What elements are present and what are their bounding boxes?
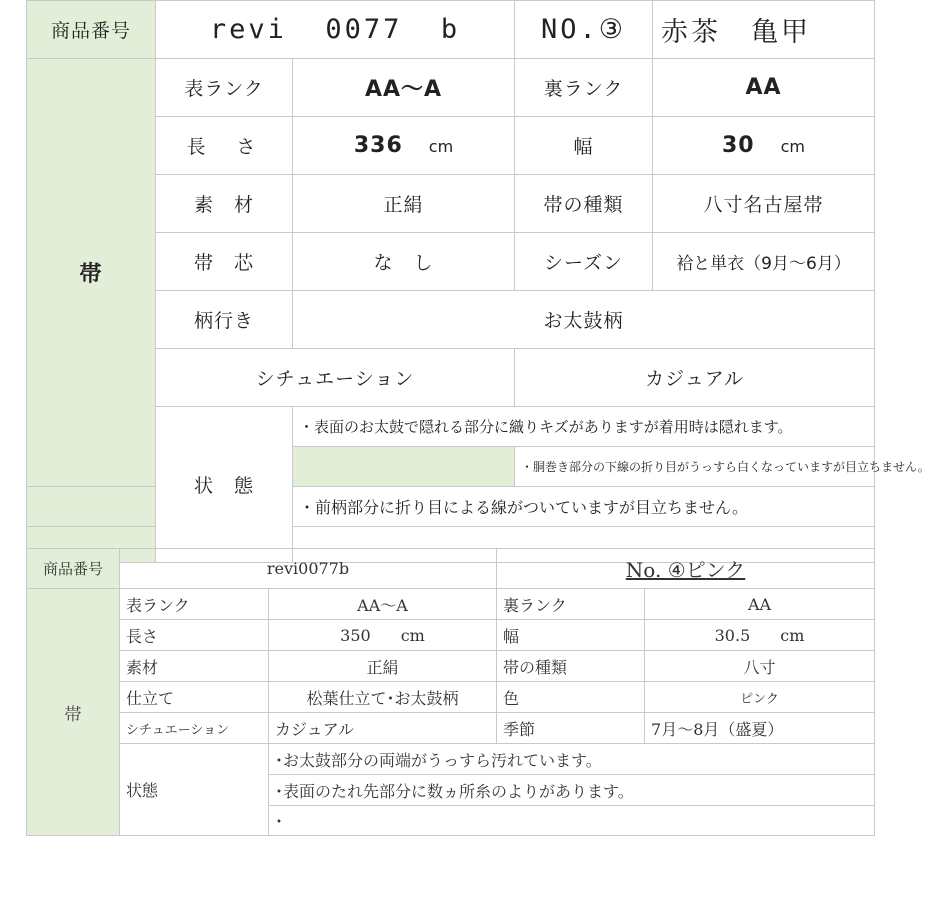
- situation-value: カジュアル: [515, 349, 875, 407]
- product-code: revi 0077 b: [156, 1, 515, 59]
- length-value-2: 350: [340, 625, 371, 645]
- pattern-value: お太鼓柄: [293, 291, 875, 349]
- condition-note-2-3: ･: [269, 806, 875, 836]
- width-label-2: 幅: [497, 620, 645, 651]
- width-cell: [653, 117, 875, 175]
- width-value-2: 30.5: [714, 625, 751, 645]
- product-name: 赤茶 亀甲: [653, 1, 875, 59]
- condition-label: 状 態: [156, 407, 293, 563]
- length-unit: cm: [428, 137, 454, 156]
- ura-rank-label-2: 裏ランク: [497, 589, 645, 620]
- width-value: 30: [722, 133, 755, 158]
- condition-note-2: ・胴巻き部分の下線の折り目がうっすら白くなっていますが目立ちません。: [515, 447, 875, 487]
- length-value: 336: [353, 133, 403, 158]
- ura-rank-value-2: AA: [645, 589, 875, 620]
- shitate-label-2: 仕立て: [120, 682, 269, 713]
- length-label: 長 さ: [156, 117, 293, 175]
- product-no-name-2: No. ④ピンク: [497, 549, 875, 589]
- ura-rank-label: 裏ランク: [515, 59, 653, 117]
- omote-rank-value: AA〜A: [293, 59, 515, 117]
- product-number-label: 商品番号: [27, 1, 156, 59]
- situation-value-2: カジュアル: [269, 713, 497, 744]
- material-value-2: 正絹: [269, 651, 497, 682]
- width-label: 幅: [515, 117, 653, 175]
- product-code-2: revi0077b: [120, 549, 497, 589]
- category-obi: 帯: [27, 59, 156, 487]
- condition-note-2-1: ･お太鼓部分の両端がうっすら汚れています。: [269, 744, 875, 775]
- length-cell: [293, 117, 515, 175]
- shitate-value-2: 松葉仕立て･お太鼓柄: [269, 682, 497, 713]
- omote-rank-value-2: AA〜A: [269, 589, 497, 620]
- obi-type-label: 帯の種類: [515, 175, 653, 233]
- color-value-2: ピンク: [645, 682, 875, 713]
- condition-note-2-2: ･表面のたれ先部分に数ヵ所糸のよりがあります。: [269, 775, 875, 806]
- product-spec-table-1: [26, 0, 930, 563]
- category-obi-2: 帯: [27, 589, 120, 836]
- width-unit-2: cm: [780, 625, 805, 645]
- width-unit: cm: [780, 137, 806, 156]
- obishin-value: な し: [293, 233, 515, 291]
- width-cell-2: [645, 620, 875, 651]
- category-spacer: [27, 487, 156, 527]
- color-label-2: 色: [497, 682, 645, 713]
- obi-type-value: 八寸名古屋帯: [653, 175, 875, 233]
- obishin-label: 帯 芯: [156, 233, 293, 291]
- situation-label-2: シチュエーション: [120, 713, 269, 744]
- season-value-2: 7月〜8月（盛夏）: [645, 713, 875, 744]
- product-spec-table-2: [26, 548, 875, 836]
- product-no: NO.③: [515, 1, 653, 59]
- obi-type-value-2: 八寸: [645, 651, 875, 682]
- obi-type-label-2: 帯の種類: [497, 651, 645, 682]
- situation-label: シチュエーション: [156, 349, 515, 407]
- omote-rank-label-2: 表ランク: [120, 589, 269, 620]
- length-label-2: 長さ: [120, 620, 269, 651]
- ura-rank-value: AA: [653, 59, 875, 117]
- condition-note-3: ・前柄部分に折り目による線がついていますが目立ちません。: [293, 487, 875, 527]
- omote-rank-label: 表ランク: [156, 59, 293, 117]
- category-spacer: [293, 447, 515, 487]
- material-label-2: 素材: [120, 651, 269, 682]
- season-value: 袷と単衣（9月〜6月）: [653, 233, 875, 291]
- length-cell-2: [269, 620, 497, 651]
- length-unit-2: cm: [400, 625, 425, 645]
- material-value: 正絹: [293, 175, 515, 233]
- condition-label-2: 状態: [120, 744, 269, 836]
- pattern-label: 柄行き: [156, 291, 293, 349]
- condition-note-1: ・表面のお太鼓で隠れる部分に織りキズがありますが着用時は隠れます。: [293, 407, 875, 447]
- season-label: シーズン: [515, 233, 653, 291]
- product-number-label-2: 商品番号: [27, 549, 120, 589]
- material-label: 素 材: [156, 175, 293, 233]
- season-label-2: 季節: [497, 713, 645, 744]
